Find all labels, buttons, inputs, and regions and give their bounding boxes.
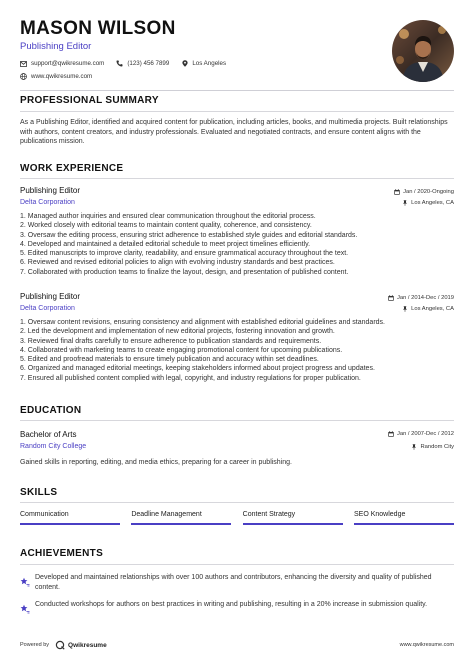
skill-item: Content Strategy — [243, 511, 343, 525]
education-heading: EDUCATION — [20, 405, 82, 416]
job-location-2: Los Angeles, CA — [402, 306, 454, 312]
list-item: 6. Organized and managed editorial meetings, keeping stakeholders informed about project progress and updates. — [20, 365, 375, 373]
location-text: Los Angeles — [192, 60, 227, 67]
contact-row — [20, 60, 380, 67]
list-item: 4. Collaborated with marketing teams to create engaging promotional content for upcoming publications. — [20, 346, 343, 354]
school-name: Random City College — [20, 443, 87, 450]
achievement-item: Conducted workshops for authors on best practices in writing and publishing, resulting in a 20% increase in submission quality. — [20, 600, 454, 611]
skill-item: Communication — [20, 511, 120, 525]
star-icon — [20, 574, 30, 584]
job-company-1: Delta Corporation — [20, 199, 75, 206]
degree-title: Bachelor of Arts — [20, 430, 77, 439]
skill-item: Deadline Management — [131, 511, 231, 525]
list-item: 4. Developed and maintained a detailed editorial schedule to meet project timelines efficiently. — [20, 240, 311, 248]
pin-icon — [402, 306, 408, 312]
resume-header — [20, 18, 380, 80]
summary-divider — [20, 111, 454, 112]
pin-icon — [411, 444, 417, 450]
contact-phone[interactable] — [116, 60, 169, 67]
experience-divider — [20, 178, 454, 179]
header-divider — [20, 90, 454, 91]
phone-text: (123) 456 7899 — [127, 60, 170, 67]
pin-icon — [402, 200, 408, 206]
achievements-divider — [20, 564, 454, 565]
footer-brand[interactable] — [20, 640, 107, 650]
summary-text: As a Publishing Editor, identified and acquired content for publication, including articles, books, and multimedia projects. Built relationships with authors, content creators, and industry professionals. Evaluated and negotiated contracts, and ensure content aligns with the publications mission. — [20, 119, 448, 145]
contact-email[interactable] — [20, 60, 104, 67]
candidate-title: Publishing Editor — [20, 41, 92, 52]
candidate-name: MASON WILSON — [20, 18, 176, 39]
job-title-1: Publishing Editor — [20, 186, 81, 195]
list-item: 5. Edited manuscripts to improve clarity, readability, and ensure grammatical accuracy throughout the text. — [20, 250, 349, 258]
calendar-icon — [394, 189, 400, 195]
list-item: 6. Reviewed and revised editorial policies to align with evolving industry standards and best practices. — [20, 259, 335, 267]
qwikresume-logo-icon — [55, 640, 65, 650]
list-item: 2. Worked closely with editorial teams to maintain content quality, coherence, and consistency. — [20, 222, 312, 230]
education-location: Random City — [411, 444, 454, 450]
contact-website[interactable] — [20, 73, 92, 80]
brand-name: Qwikresume — [68, 641, 107, 649]
skill-bar — [243, 523, 343, 525]
skills-heading: SKILLS — [20, 487, 58, 498]
email-text: support@qwikresume.com — [31, 60, 105, 67]
education-text: Gained skills in reporting, editing, and media ethics, preparing for a career in publishing. — [20, 459, 292, 466]
job-company-2: Delta Corporation — [20, 305, 75, 312]
list-item: 3. Reviewed final drafts carefully to ensure adherence to publication standards and requirements. — [20, 337, 322, 345]
footer-site[interactable]: www.qwikresume.com — [399, 642, 454, 648]
job-duties-2 — [20, 318, 454, 383]
experience-heading: WORK EXPERIENCE — [20, 163, 124, 174]
achievement-item: Developed and maintained relationships with over 100 authors and contributors, enhancing the diversity and quality of published content. — [20, 573, 454, 592]
education-divider — [20, 420, 454, 421]
skill-item: SEO Knowledge — [354, 511, 454, 525]
skills-divider — [20, 502, 454, 503]
list-item: 1. Oversaw content revisions, ensuring consistency and alignment with established editorial guidelines and standards. — [20, 319, 385, 326]
achievements-heading: ACHIEVEMENTS — [20, 548, 104, 559]
list-item: 3. Oversaw the editing process, ensuring strict adherence to established style guides and editorial standards. — [20, 231, 358, 239]
website-text: www.qwikresume.com — [31, 73, 93, 80]
phone-icon — [116, 60, 123, 67]
education-dates: Jan / 2007-Dec / 2012 — [388, 431, 454, 437]
skill-bar — [354, 523, 454, 525]
list-item: 5. Edited and proofread materials to ensure timely publication and accuracy within set deadlines. — [20, 356, 319, 364]
calendar-icon — [388, 295, 394, 301]
skills-list — [20, 511, 454, 525]
globe-icon — [20, 73, 27, 80]
footer — [20, 640, 454, 650]
job-title-2: Publishing Editor — [20, 292, 81, 301]
avatar — [392, 20, 454, 82]
job-dates-2: Jan / 2014-Dec / 2019 — [388, 295, 454, 301]
location-pin-icon — [181, 60, 188, 67]
job-location-1: Los Angeles, CA — [402, 200, 454, 206]
list-item: 7. Ensured all published content complied with legal, copyright, and industry regulations for proper publication. — [20, 374, 361, 382]
list-item: 2. Led the development and implementation of new editorial projects, fostering innovation and growth. — [20, 328, 335, 336]
contact-location — [181, 60, 226, 67]
star-icon — [20, 601, 30, 611]
summary-heading: PROFESSIONAL SUMMARY — [20, 95, 159, 106]
job-dates-1: Jan / 2020-Ongoing — [394, 189, 454, 195]
website-row — [20, 73, 380, 80]
list-item: 7. Collaborated with production teams to finalize the layout, design, and presentation of published content. — [20, 268, 349, 276]
job-duties-1 — [20, 212, 454, 277]
skill-bar — [131, 523, 231, 525]
calendar-icon — [388, 431, 394, 437]
skill-bar — [20, 523, 120, 525]
mail-icon — [20, 60, 27, 67]
powered-by-text: Powered by — [20, 642, 50, 648]
list-item: 1. Managed author inquiries and ensured clear communication throughout the editorial process. — [20, 213, 316, 220]
